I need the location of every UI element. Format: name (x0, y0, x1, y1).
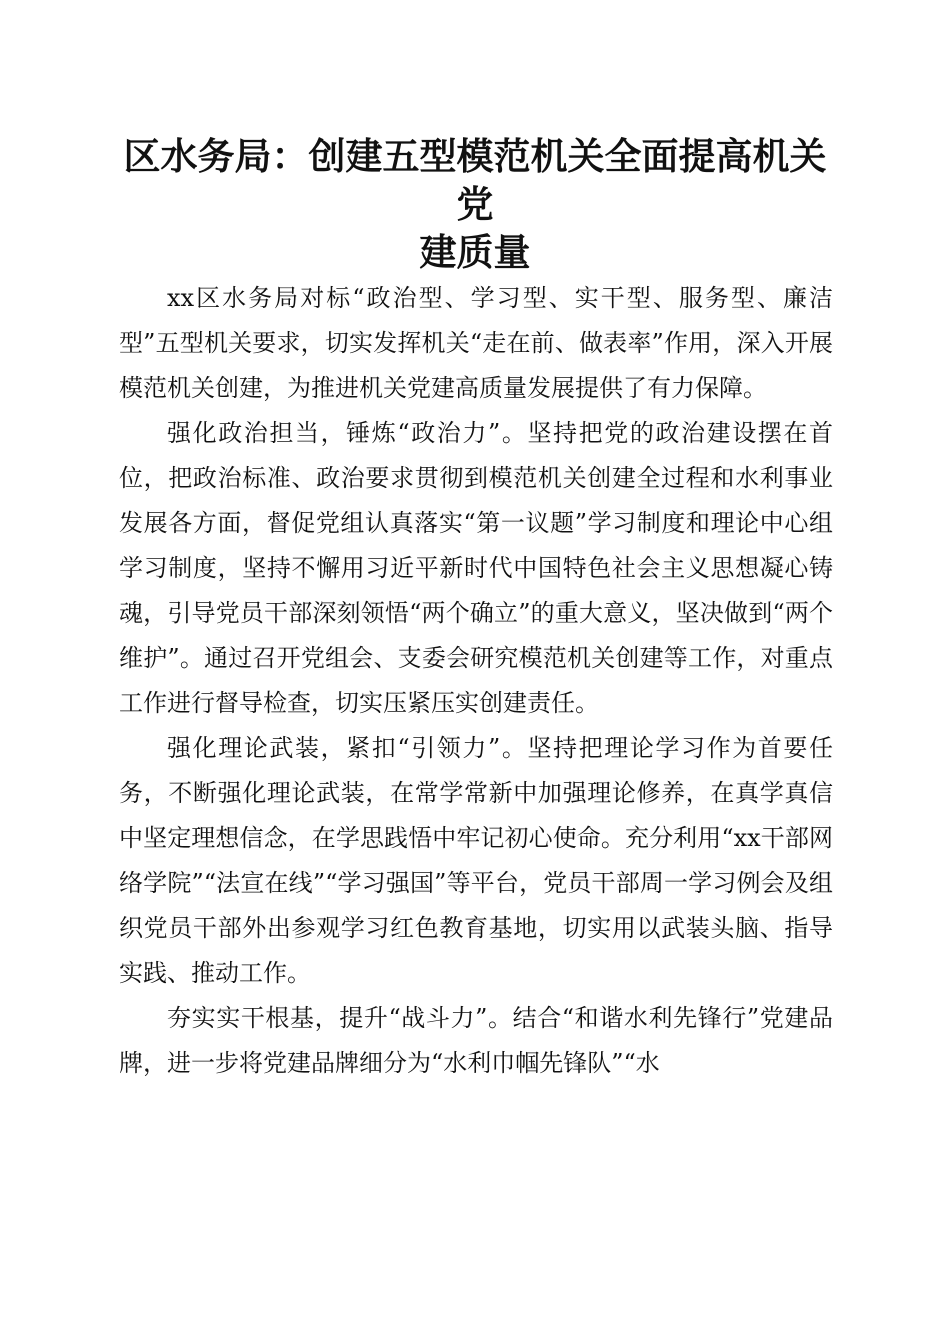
title-line-1: 区水务局：创建五型模范机关全面提高机关党 (123, 134, 827, 226)
paragraph-theory: 强化理论武装，紧扣“引领力”。坚持把理论学习作为首要任务，不断强化理论武装，在常学常新中加强理论修养，在真学真信中坚定理想信念，在学思践悟中牢记初心使命。充分利用“xx干部网络学院”“法宣在线”“学习强国”等平台，党员干部周一学习例会及组织党员干部外出参观学习红色教育基地，切实用以武装头脑、指导实践、推动工作。 (119, 734, 833, 987)
paragraph-intro: xx区水务局对标“政治型、学习型、实干型、服务型、廉洁型”五型机关要求，切实发挥机关“走在前、做表率”作用，深入开展模范机关创建，为推进机关党建高质量发展提供了有力保障。 (119, 284, 833, 402)
document-title (110, 132, 840, 276)
document-body (119, 276, 833, 1086)
paragraph-political: 强化政治担当，锤炼“政治力”。坚持把党的政治建设摆在首位，把政治标准、政治要求贯彻到模范机关创建全过程和水利事业发展各方面，督促党组认真落实“第一议题”学习制度和理论中心组学习制度，坚持不懈用习近平新时代中国特色社会主义思想凝心铸魂，引导党员干部深刻领悟“两个确立”的重大意义，坚决做到“两个维护”。通过召开党组会、支委会研究模范机关创建等工作，对重点工作进行督导检查，切实压紧压实创建责任。 (119, 419, 833, 717)
paragraph-practice: 夯实实干根基，提升“战斗力”。结合“和谐水利先锋行”党建品牌，进一步将党建品牌细分为“水利巾帼先锋队”“水 (119, 1004, 833, 1077)
title-line-2: 建质量 (419, 230, 531, 274)
